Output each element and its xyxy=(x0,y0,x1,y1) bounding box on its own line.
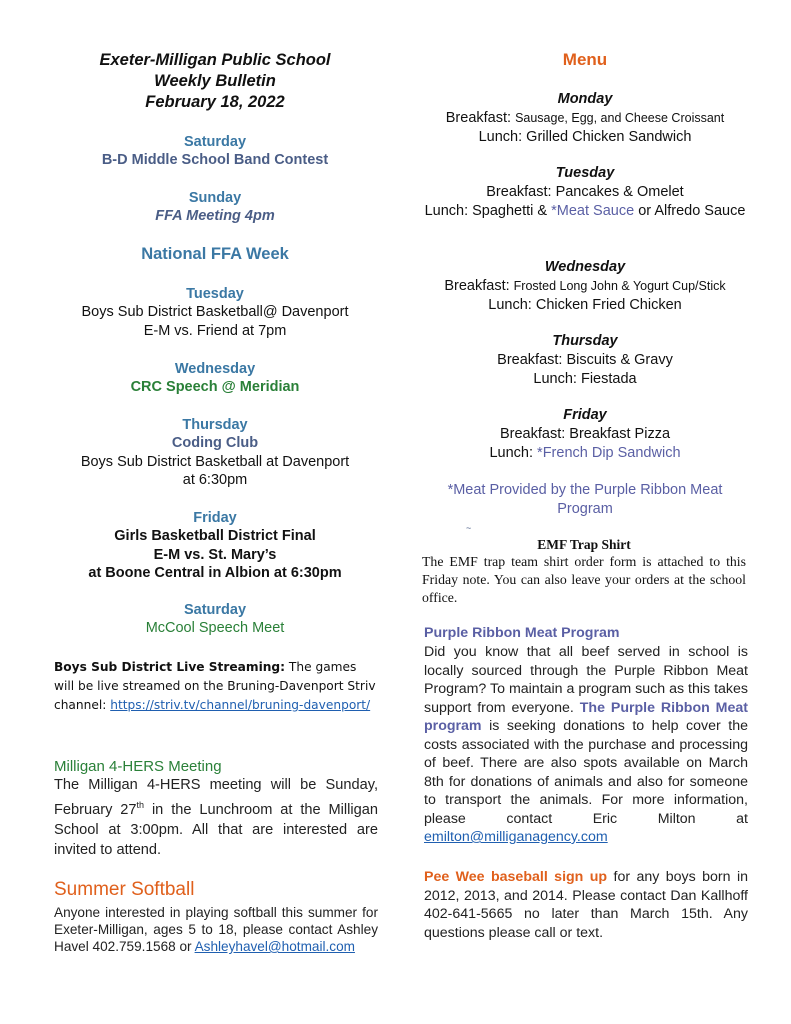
menu-lunch: Lunch: Chicken Fried Chicken xyxy=(488,297,682,313)
event-tuesday xyxy=(52,285,378,340)
event-saturday-2 xyxy=(52,601,378,638)
event-text: at 6:30pm xyxy=(182,472,248,488)
lunch-french-dip: *French Dip Sandwich xyxy=(537,445,681,461)
menu-breakfast: Breakfast: Biscuits & Gravy xyxy=(497,352,673,368)
purple-ribbon-text xyxy=(424,643,748,847)
emf-text: The EMF trap team shirt order form is attached to this Friday note. You can also leave your orders at the school office. xyxy=(422,554,746,605)
event-text: E-M vs. St. Mary’s xyxy=(153,546,277,563)
menu-tuesday xyxy=(422,164,748,221)
streaming-label: Boys Sub District Live Streaming: xyxy=(54,660,286,674)
national-ffa-week-heading: National FFA Week xyxy=(141,245,289,263)
menu-breakfast xyxy=(416,109,754,128)
menu-breakfast: Breakfast: Breakfast Pizza xyxy=(499,426,671,442)
event-text: Boys Sub District Basketball@ Davenport xyxy=(81,304,349,320)
streaming-paragraph xyxy=(54,658,378,715)
day-label: Friday xyxy=(193,510,237,526)
menu-lunch: Lunch: Fiestada xyxy=(533,371,637,387)
day-label: Tuesday xyxy=(186,286,244,302)
event-text: at Boone Central in Albion at 6:30pm xyxy=(88,565,342,581)
menu-day: Wednesday xyxy=(544,259,626,275)
event-friday xyxy=(52,509,378,583)
menu-day: Monday xyxy=(557,91,613,107)
menu-friday xyxy=(422,406,748,463)
bulletin-date: February 18, 2022 xyxy=(145,93,285,111)
event-text: McCool Speech Meet xyxy=(145,620,285,636)
event-thursday xyxy=(52,416,378,490)
peewee-heading: Pee Wee baseball sign up xyxy=(424,869,608,885)
purple-ribbon-heading: Purple Ribbon Meat Program xyxy=(424,625,620,641)
stray-mark: ~ xyxy=(466,523,472,533)
event-text: FFA Meeting 4pm xyxy=(155,208,275,224)
peewee-text: for any boys born in 2012, 2013, and 2014. Please contact Dan Kallhoff 402-641-5665 no later than March 15th. Any questions please call or text. xyxy=(424,869,749,941)
meat-provided-note: *Meat Provided by the Purple Ribbon Meat Program xyxy=(447,482,723,517)
day-label: Saturday xyxy=(183,134,247,150)
hers-text-b: in the Lunchroom at the Milligan School at 3:00pm. All that are interested are invited to attend. xyxy=(54,801,379,858)
emf-heading: EMF Trap Shirt xyxy=(537,537,631,552)
event-sunday xyxy=(52,189,378,226)
day-label: Thursday xyxy=(182,417,248,433)
menu-wednesday xyxy=(414,258,756,315)
breakfast-item: Frosted Long John & Yogurt Cup/Stick xyxy=(513,279,726,293)
hers-sup: th xyxy=(136,800,145,810)
event-text: Coding Club xyxy=(171,435,259,451)
streaming-text: The games will be live streamed on the Bruning-Davenport Striv channel: xyxy=(54,660,376,712)
event-text: Girls Basketball District Final xyxy=(114,528,316,544)
day-label: Saturday xyxy=(183,602,247,618)
menu-heading: Menu xyxy=(562,50,608,69)
menu-thursday xyxy=(422,332,748,389)
menu-lunch xyxy=(422,202,748,221)
menu-lunch: Lunch: Grilled Chicken Sandwich xyxy=(478,129,692,145)
softball-heading: Summer Softball xyxy=(54,879,195,900)
event-text: CRC Speech @ Meridian xyxy=(130,379,300,395)
day-label: Wednesday xyxy=(174,361,256,377)
menu-day: Thursday xyxy=(552,333,618,349)
event-saturday-1 xyxy=(52,133,378,170)
event-wednesday xyxy=(52,360,378,397)
menu-monday xyxy=(416,90,754,147)
menu-lunch xyxy=(422,444,748,463)
purple-ribbon-section xyxy=(424,625,748,847)
emilton-email-link[interactable]: emilton@milliganagency.com xyxy=(424,829,608,845)
hers-text-a: The Milligan 4-HERS meeting will be Sunday, February 27 xyxy=(54,777,378,818)
emf-section xyxy=(422,537,746,607)
breakfast-item: Sausage, Egg, and Cheese Croissant xyxy=(515,111,725,125)
menu-day: Friday xyxy=(563,407,607,423)
menu-breakfast: Breakfast: Pancakes & Omelet xyxy=(486,184,684,200)
purple-text-b: is seeking donations to help cover the costs associated with the purchase and processing of beef. There are also spots available on March 8th for donations of animals and also for someone to transport the animals. For more information, please contact Eric Milton at xyxy=(424,718,748,827)
softball-email-link[interactable]: Ashleyhavel@hotmail.com xyxy=(194,939,355,954)
day-label: Sunday xyxy=(188,190,242,206)
menu-breakfast xyxy=(414,277,756,296)
event-text: B-D Middle School Band Contest xyxy=(101,152,329,168)
lunch-part-a: Lunch: Spaghetti & xyxy=(424,203,552,219)
event-text: Boys Sub District Basketball at Davenport xyxy=(80,453,350,470)
softball-text-body: Anyone interested in playing softball this summer for Exeter-Milligan, ages 5 to 18, please contact Ashley Havel 402.759.1568 or xyxy=(54,905,378,954)
softball-section xyxy=(54,879,378,955)
breakfast-label: Breakfast: xyxy=(444,278,514,294)
bulletin-title: Weekly Bulletin xyxy=(154,72,276,90)
event-text: E-M vs. Friend at 7pm xyxy=(143,322,287,339)
lunch-meat-sauce: *Meat Sauce xyxy=(551,203,635,219)
lunch-label: Lunch: xyxy=(489,445,538,461)
bulletin-header xyxy=(52,50,378,113)
breakfast-label: Breakfast: xyxy=(445,110,516,126)
menu-day: Tuesday xyxy=(555,165,615,181)
hers-section xyxy=(54,758,378,860)
school-name: Exeter-Milligan Public School xyxy=(99,51,331,69)
striv-link[interactable]: https://striv.tv/channel/bruning-davenport/ xyxy=(110,698,371,712)
purple-bold: The Purple Ribbon Meat program xyxy=(424,699,749,734)
hers-heading: Milligan 4-HERS Meeting xyxy=(54,758,222,775)
lunch-part-c: or Alfredo Sauce xyxy=(634,203,746,219)
hers-text xyxy=(54,775,378,860)
peewee-section xyxy=(424,868,748,942)
purple-text-a: Did you know that all beef served in school is locally sourced through the Purple Ribbon Meat Program? To maintain a program such as this takes support from everyone. xyxy=(424,644,748,716)
softball-text xyxy=(54,904,378,955)
